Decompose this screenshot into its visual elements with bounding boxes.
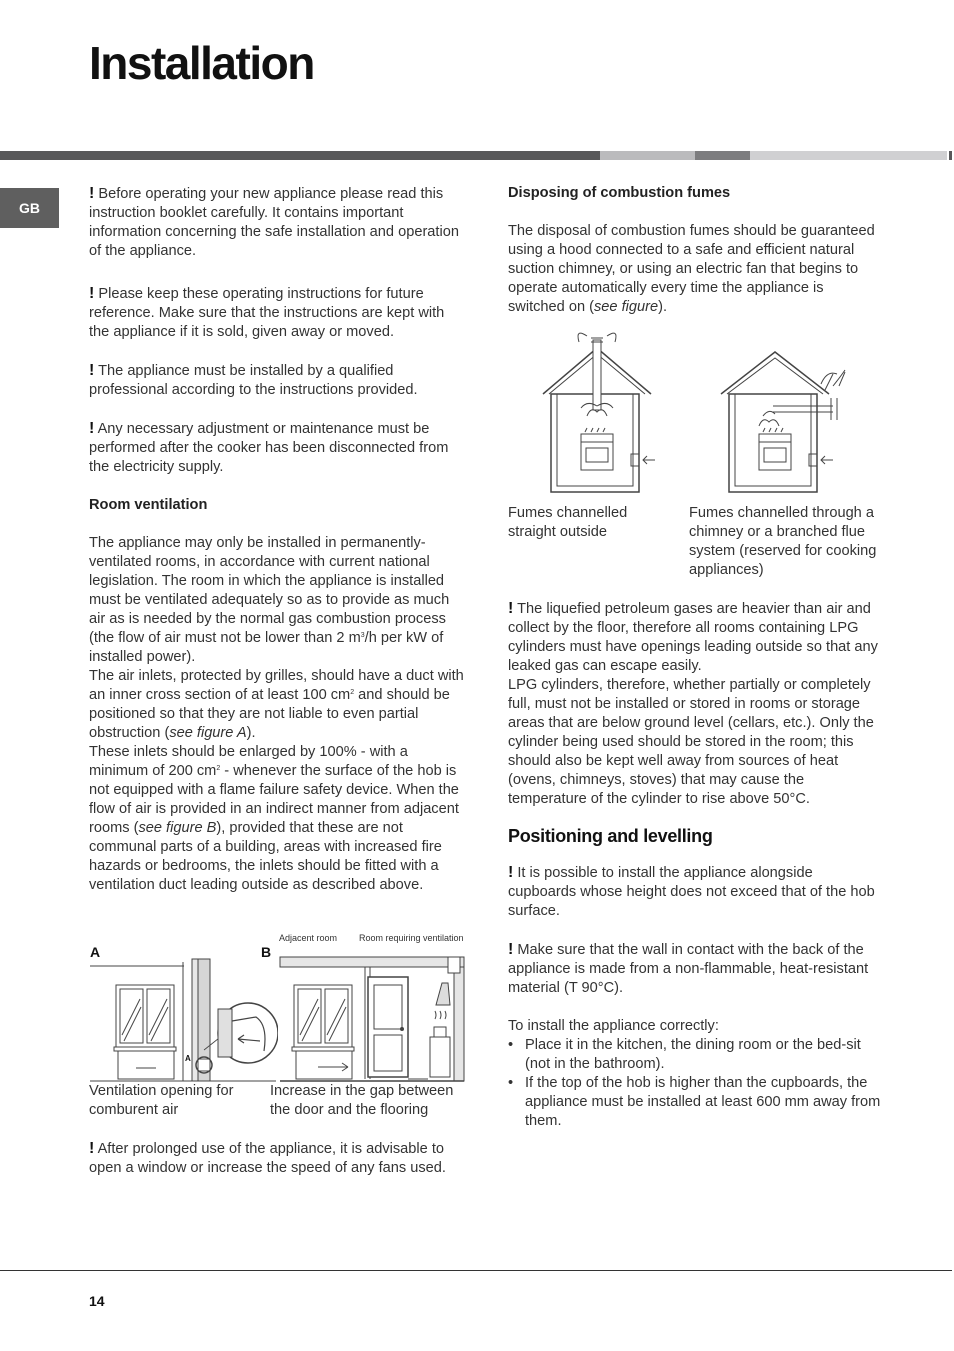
warning-mark: ! bbox=[89, 285, 95, 302]
disposing-fumes-heading: Disposing of combustion fumes bbox=[508, 185, 731, 201]
safety-note-disconnect-power: ! Any necessary adjustment or maintenance must be performed after the cooker has been disconnected from the electricity supply. bbox=[89, 420, 449, 475]
positioning-note-cupboards: ! It is possible to install the appliance alongside cupboards whose height does not exceed that of the hob surface. bbox=[508, 864, 875, 919]
warning-mark: ! bbox=[89, 185, 95, 202]
warning-mark: ! bbox=[89, 420, 95, 437]
header-bar-segment-1 bbox=[0, 151, 600, 160]
lpg-note: ! The liquefied petroleum gases are heavier than air and collect by the floor, therefore all rooms containing LPG cylinders must have openings leading outside so that any leaked gas can escape easily. bbox=[508, 600, 878, 674]
figure-a-caption: Ventilation opening for comburent air bbox=[89, 1083, 234, 1118]
fumes-caption-straight: Fumes channelled straight outside bbox=[508, 505, 628, 540]
right-column-top bbox=[508, 184, 884, 317]
header-bar-segment-4 bbox=[750, 151, 947, 160]
language-tab: GB bbox=[0, 188, 59, 228]
fumes-figure bbox=[535, 330, 865, 500]
prolonged-use-note: ! After prolonged use of the appliance, it is advisable to open a window or increase the speed of any fans used. bbox=[89, 1140, 446, 1176]
page-number: 14 bbox=[89, 1293, 105, 1309]
warning-mark: ! bbox=[89, 362, 95, 379]
warning-mark: ! bbox=[89, 1140, 95, 1157]
room-requiring-ventilation-label: Room requiring ventilation bbox=[359, 933, 464, 943]
figure-a-inlet-label: A bbox=[185, 1054, 191, 1063]
footer-divider bbox=[0, 1270, 952, 1271]
figure-b-caption: Increase in the gap between the door and the flooring bbox=[270, 1083, 454, 1118]
inlets-enlarged-text: These inlets should be enlarged by 100% - with a minimum of 200 $cm^2$ - whenever the surface of the hob is not equipped with a flame failure safety device. When the flow of air is provided in an indirect manner from adjacent rooms (see figure B), provided that these are not communal parts of a building, areas with increased fire hazards or bedrooms, the inlets should be fitted with a ventilation duct leading outside as described above. bbox=[89, 744, 459, 893]
header-bar-segment-3 bbox=[695, 151, 750, 160]
fumes-caption-chimney: Fumes channelled through a chimney or a branched flue system (reserved for cooking appliances) bbox=[689, 505, 877, 578]
list-item: • Place it in the kitchen, the dining room or the bed-sit (not in the bathroom). bbox=[508, 1037, 861, 1072]
warning-mark: ! bbox=[508, 864, 514, 881]
positioning-note-wall: ! Make sure that the wall in contact with the back of the appliance is made from a non-flammable, heat-resistant material (T 90°C). bbox=[508, 941, 869, 996]
page-title: Installation bbox=[89, 37, 314, 89]
warning-mark: ! bbox=[508, 600, 514, 617]
room-ventilation-heading: Room ventilation bbox=[89, 497, 208, 513]
adjacent-room-label: Adjacent room bbox=[279, 933, 338, 943]
header-bar-end bbox=[949, 151, 952, 160]
list-item: • If the top of the hob is higher than the cupboards, the appliance must be installed at least 600 mm away from them. bbox=[508, 1075, 881, 1129]
left-column bbox=[89, 184, 467, 895]
room-ventilation-text: The appliance may only be installed in permanently-ventilated rooms, in accordance with current national legislation. The room in which the appliance is installed must be ventilated adequately so as to provide as much air as is needed by the normal gas combustion process (the flow of air must not be lower than 2 $m^3/h$ per kW of installed power). bbox=[89, 535, 450, 665]
header-bar-segment-2 bbox=[600, 151, 695, 160]
lpg-cylinders-text: LPG cylinders, therefore, whether partially or completely full, must not be installed or stored in rooms or storage areas that are below ground level (cellars, etc.). Only the cylinder being used should be stored in the room; this should also be kept well away from sources of heat (ovens, chimneys, stoves) that may cause the temperature of the cylinder to rise above 50°C. bbox=[508, 677, 874, 807]
warning-mark: ! bbox=[508, 941, 514, 958]
ventilation-figure-b bbox=[278, 955, 468, 1085]
safety-note-keep-instructions: ! Please keep these operating instructions for future reference. Make sure that the instructions are kept with the appliance if it is sold, given away or moved. bbox=[89, 285, 445, 340]
right-column-bottom bbox=[508, 599, 884, 1131]
safety-note-read-booklet: ! Before operating your new appliance please read this instruction booklet carefully. It contains important information concerning the safe installation and operation of the appliance. bbox=[89, 185, 459, 259]
ventilation-figure-a bbox=[88, 955, 278, 1085]
positioning-levelling-heading: Positioning and levelling bbox=[508, 826, 713, 846]
air-inlets-text: The air inlets, protected by grilles, should have a duct with an inner cross section of at least 100 $cm^2$ and should be positioned so that they are not liable to even partial obstruction (see figure A). bbox=[89, 668, 464, 741]
figure-b-label: B bbox=[261, 944, 272, 960]
figure-a-label: A bbox=[90, 944, 101, 960]
install-intro: To install the appliance correctly: bbox=[508, 1018, 719, 1034]
safety-note-qualified-installer: ! The appliance must be installed by a qualified professional according to the instructions provided. bbox=[89, 362, 418, 398]
disposing-fumes-text: The disposal of combustion fumes should be guaranteed using a hood connected to a safe and efficient natural suction chimney, or using an electric fan that begins to operate automatically every time the appliance is switched on (see figure). bbox=[508, 223, 875, 315]
